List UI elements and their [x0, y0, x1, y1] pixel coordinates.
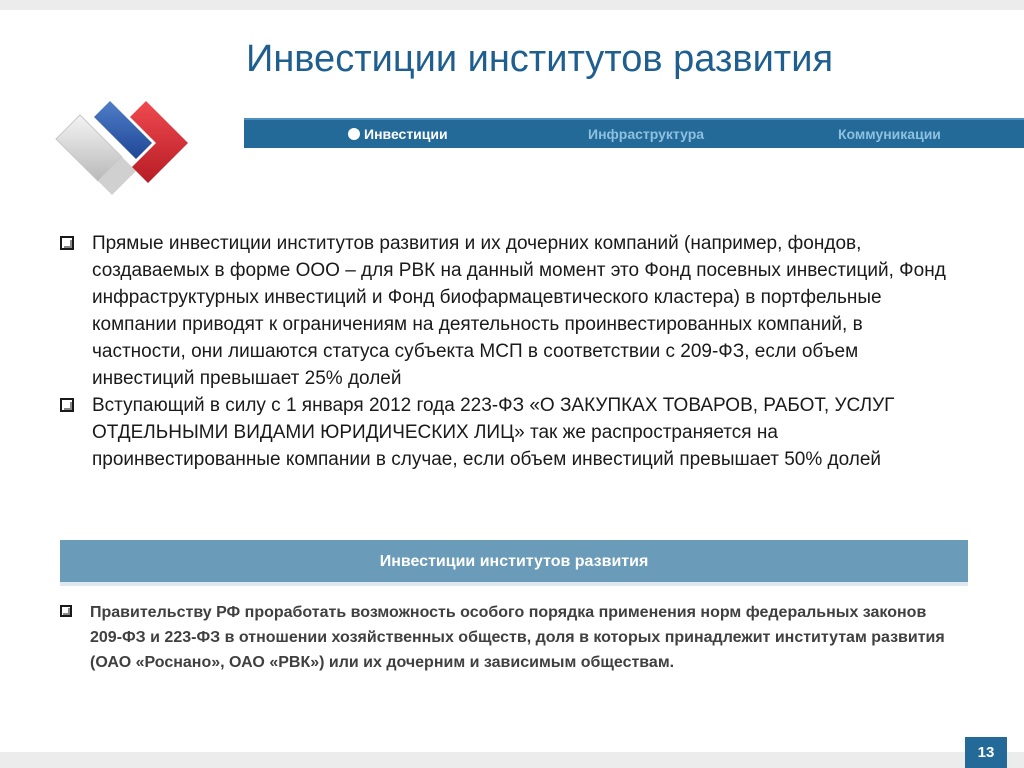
- tab-investments[interactable]: [348, 120, 448, 150]
- tab-communications-label: Коммуникации: [838, 126, 941, 142]
- slide: [0, 10, 1024, 758]
- tab-infrastructure[interactable]: [588, 120, 704, 150]
- checkbox-bullet-icon: [60, 398, 74, 412]
- tab-investments-label: Инвестиции: [364, 126, 448, 142]
- proposal-text: Правительству РФ проработать возможность особого порядка применения норм федеральных законов 209-ФЗ и 223-ФЗ в отношении хозяйственных обществ, доля в которых принадлежит институтам развития (ОАО «Роснано», ОАО «РВК») или их дочерним и зависимым обществам.: [90, 604, 945, 671]
- section-band: Инвестиции институтов развития: [60, 540, 968, 586]
- tab-communications[interactable]: [838, 120, 941, 150]
- bullet-text: Прямые инвестиции институтов развития и их дочерних компаний (например, фондов, создаваемых в форме ООО – для РВК на данный момент это Фонд посевных инвестиций, Фонд инфраструктурных инвестиций и Фонд биофармацевтического кластера) в портфельные компании приводят к ограничениям на деятельность проинвестированных компаний, в частности, они лишаются статуса субъекта МСП в соответствии с 209-ФЗ, если объем инвестиций превышает 25% долей: [92, 233, 946, 389]
- chevron-arrows-logo-icon: [50, 95, 190, 205]
- checkbox-bullet-icon: [60, 236, 74, 250]
- section-nav: [244, 118, 1024, 148]
- list-item: [60, 600, 960, 675]
- tab-infrastructure-label: Инфраструктура: [588, 126, 705, 142]
- checkbox-bullet-icon: [60, 605, 72, 617]
- page-number: 13: [965, 737, 1007, 768]
- bullet-text: Вступающий в силу с 1 января 2012 года 223-ФЗ «О ЗАКУПКАХ ТОВАРОВ, РАБОТ, УСЛУГ ОТДЕЛЬНЫМИ ВИДАМИ ЮРИДИЧЕСКИХ ЛИЦ» так же распространяется на проинвестированные компании в случае, если объем инвестиций превышает 50% долей: [92, 395, 895, 470]
- footer-strip: [0, 752, 1024, 768]
- proposal-list: [60, 600, 960, 675]
- list-item: [60, 392, 960, 473]
- page-title: Инвестиции институтов развития: [246, 38, 834, 80]
- bullet-list: [60, 230, 960, 473]
- list-item: [60, 230, 960, 392]
- dot-icon: [348, 128, 360, 140]
